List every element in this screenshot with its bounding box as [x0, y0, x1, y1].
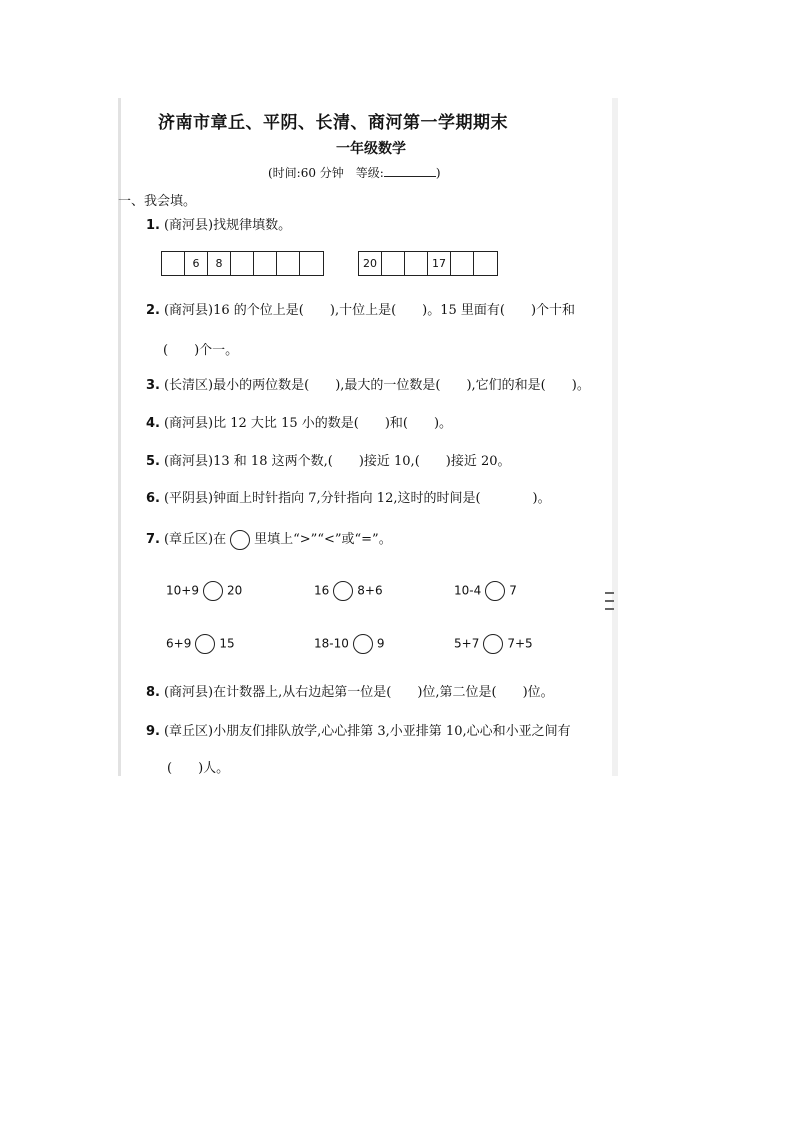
question-text: (平阴县)钟面上时针指向 7,分针指向 12,这时的时间是( )。	[163, 491, 551, 506]
question-number: 3.	[146, 378, 160, 393]
scan-mark	[605, 608, 614, 610]
question-8	[146, 681, 554, 700]
compare-item	[454, 634, 533, 654]
compare-item	[166, 634, 235, 654]
compare-left: 10-4	[454, 583, 482, 598]
exam-info	[268, 164, 441, 181]
question-text: (商河县)找规律填数。	[163, 218, 292, 233]
question-number: 6.	[146, 491, 160, 506]
compare-item	[454, 581, 517, 601]
question-text: (商河县)13 和 18 这两个数,( )接近 10,( )接近 20。	[163, 454, 511, 469]
question-number: 8.	[146, 685, 160, 700]
question-number: 1.	[146, 218, 160, 233]
compare-left: 10+9	[166, 583, 199, 598]
scan-edge-right	[612, 98, 618, 776]
question-5	[146, 450, 511, 469]
question-number: 7.	[146, 532, 160, 547]
question-number: 4.	[146, 416, 160, 431]
question-number: 2.	[146, 303, 160, 318]
scan-mark	[605, 600, 614, 602]
question-2	[146, 299, 575, 318]
section-heading: 一、我会填。	[118, 194, 197, 209]
sequence-cell: 8	[208, 252, 231, 275]
question-text: (商河县)比 12 大比 15 小的数是( )和( )。	[163, 416, 453, 431]
compare-right: 8+6	[357, 583, 383, 598]
question-number: 9.	[146, 724, 160, 739]
question-6	[146, 487, 551, 506]
sequence-cell	[382, 252, 405, 275]
sequence-cell	[231, 252, 254, 275]
compare-circle[interactable]	[483, 634, 503, 654]
compare-right: 15	[219, 636, 235, 651]
circle-symbol	[230, 530, 250, 550]
compare-right: 20	[226, 583, 243, 598]
compare-circle[interactable]	[203, 581, 223, 601]
exam-info-suffix: )	[435, 166, 441, 180]
question-7	[146, 528, 392, 550]
compare-left: 16	[314, 583, 330, 598]
question-4	[146, 412, 452, 431]
sequence-cell	[405, 252, 428, 275]
compare-item	[314, 581, 383, 601]
question-2-continued: ( )个一。	[163, 343, 239, 358]
compare-circle[interactable]	[485, 581, 505, 601]
compare-right: 7	[509, 583, 517, 598]
question-text: (长清区)最小的两位数是( ),最大的一位数是( ),它们的和是( )。	[163, 378, 590, 393]
compare-left: 18-10	[314, 636, 349, 651]
compare-circle[interactable]	[333, 581, 353, 601]
question-9-continued: ( )人。	[167, 761, 230, 776]
compare-item	[166, 581, 242, 601]
sequence-cell	[300, 252, 323, 275]
question-text-after: 里填上“>”“<”或“=”。	[254, 532, 392, 547]
compare-right: 7+5	[507, 636, 533, 651]
exam-title: 济南市章丘、平阴、长清、商河第一学期期末	[158, 113, 508, 133]
sequence-cell	[277, 252, 300, 275]
sequence-cell	[162, 252, 185, 275]
sequence-cell	[451, 252, 474, 275]
sequence-a	[161, 251, 324, 276]
sequence-cell: 6	[185, 252, 208, 275]
compare-left: 5+7	[454, 636, 480, 651]
exam-subtitle: 一年级数学	[336, 141, 406, 157]
compare-left: 6+9	[166, 636, 192, 651]
question-1	[146, 214, 291, 233]
grade-blank	[384, 164, 436, 177]
question-9	[146, 720, 571, 739]
question-text: (章丘区)小朋友们排队放学,心心排第 3,小亚排第 10,心心和小亚之间有	[163, 724, 571, 739]
sequence-cell: 17	[428, 252, 451, 275]
question-text: (商河县)16 的个位上是( ),十位上是( )。15 里面有( )个十和	[163, 303, 576, 318]
compare-item	[314, 634, 385, 654]
compare-circle[interactable]	[353, 634, 373, 654]
compare-right: 9	[376, 636, 385, 651]
sequence-b	[358, 251, 498, 276]
question-3	[146, 374, 590, 393]
question-text: (商河县)在计数器上,从右边起第一位是( )位,第二位是( )位。	[163, 685, 554, 700]
sequence-cell: 20	[359, 252, 382, 275]
question-number: 5.	[146, 454, 160, 469]
question-text-before: (章丘区)在	[163, 532, 227, 547]
compare-circle[interactable]	[195, 634, 215, 654]
sequence-cell	[474, 252, 497, 275]
exam-info-prefix: (时间:60 分钟 等级:	[268, 166, 384, 180]
scan-mark	[605, 592, 614, 594]
sequence-cell	[254, 252, 277, 275]
